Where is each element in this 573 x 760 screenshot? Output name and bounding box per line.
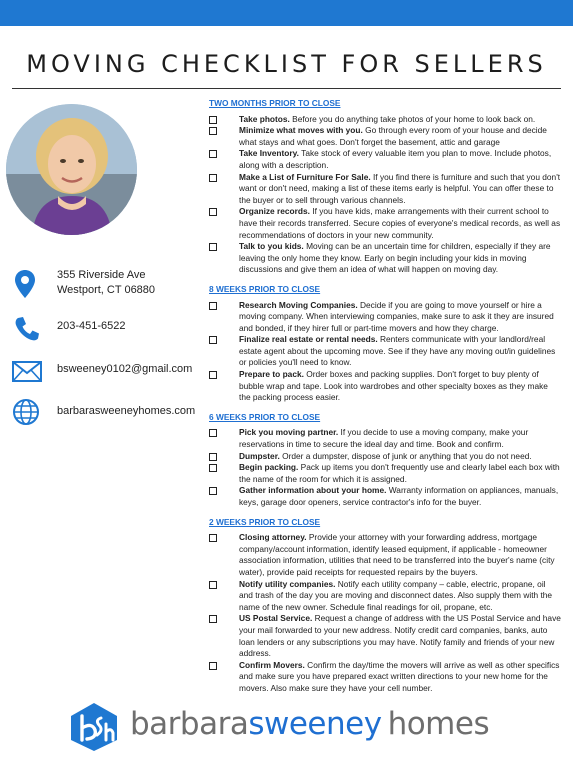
phone-number[interactable]: 203-451-6522: [57, 320, 126, 332]
title-divider: [12, 88, 561, 89]
checkbox[interactable]: [209, 150, 217, 158]
checkbox[interactable]: [209, 615, 217, 623]
item-title: Gather information about your home.: [239, 485, 387, 496]
item-title: Research Moving Companies.: [239, 299, 358, 310]
checkbox[interactable]: [209, 174, 217, 182]
section-eight-weeks: [209, 284, 561, 404]
item-text: Provide your attorney with your forwarding address, mortgage company/account information, identify leased equipment, if applicable - homeowner association information, utilities that need to be transferred into the buyer's name (city water), provide paid receipts for requested repairs by the buyers.: [239, 532, 555, 577]
envelope-icon: [12, 356, 42, 386]
item-title: Take photos.: [239, 113, 290, 124]
item-title: Notify utility companies.: [239, 578, 336, 589]
checkbox[interactable]: [209, 302, 217, 310]
item-text: If you decide to use a moving company, make your reservations in time to secure the ideal day and time. Book and confirm.: [239, 427, 529, 450]
item-text: Pack up items you don't frequently use and clearly label each box with the name of the room for which it is assigned.: [239, 462, 560, 484]
section-heading: 6 WEEKS PRIOR TO CLOSE: [209, 411, 321, 422]
checklist-item: [209, 532, 561, 578]
item-title: Finalize real estate or rental needs.: [239, 334, 378, 345]
item-title: Organize records.: [239, 206, 310, 217]
item-title: Make a List of Furniture For Sale.: [239, 171, 371, 182]
checkbox[interactable]: [209, 487, 217, 495]
checkbox[interactable]: [209, 208, 217, 216]
checklist-item: [209, 579, 561, 614]
checklist-item: [209, 334, 561, 369]
item-title: Confirm Movers.: [239, 659, 305, 670]
item-title: Take Inventory.: [239, 148, 299, 159]
item-text: Go through every room of your house and decide what stays and what goes. Don't forget the basement, attic and garage: [239, 125, 547, 147]
checklist-item: [209, 206, 561, 241]
checklist: [209, 98, 561, 695]
section-heading: 8 WEEKS PRIOR TO CLOSE: [209, 283, 321, 294]
item-text: Confirm the day/time the movers will arrive as well as other specifics and make sure you have prepared exact written directions to your new home for the movers. Also make sure they have your cell number.: [239, 659, 560, 693]
checkbox[interactable]: [209, 429, 217, 437]
logo-word-barbara: barbara: [130, 706, 249, 742]
phone-icon: [12, 315, 42, 345]
checkbox[interactable]: [209, 662, 217, 670]
checklist-item: [209, 462, 561, 485]
globe-icon: [12, 398, 42, 428]
email-link[interactable]: bsweeney0102@gmail.com: [57, 363, 193, 375]
item-text: Order a dumpster, dispose of junk or anything that you do not need.: [279, 450, 532, 461]
agent-photo: [6, 104, 137, 235]
item-text: Moving can be an uncertain time for children, especially if they are leaving the only home they know. Early on begin including your kids in moving discussions and give them an idea of what will happen on moving day.: [239, 241, 551, 275]
item-title: Begin packing.: [239, 462, 299, 473]
item-text: If you find there is furniture and such that you don't want or don't need, making a list of these items early is helpful. You can offer these to the buyer or to sell through various channels.: [239, 171, 561, 205]
item-title: Pick you moving partner.: [239, 427, 339, 438]
section-two-weeks: [209, 517, 561, 695]
address-line-1: 355 Riverside Ave: [57, 269, 146, 281]
address-line-2: Westport, CT 06880: [57, 284, 156, 296]
item-text: Request a change of address with the US Postal Service and have your mail forwarded to your new address. Notify credit card companies, banks, auto loan lenders or any subscriptions you may have. Notify family and friends of your new address.: [239, 613, 561, 659]
logo-mark-icon: [66, 702, 122, 752]
checkbox[interactable]: [209, 581, 217, 589]
checklist-item: [209, 172, 561, 207]
item-text: Order boxes and packing supplies. Don't forget to buy plenty of bubble wrap and tape. Look into wardrobes and other specialty boxes as they make the packing process easier.: [239, 369, 548, 403]
checklist-item: [209, 485, 561, 508]
checklist-item: [209, 148, 561, 171]
item-text: Warranty information on appliances, manuals, keys, garage door openers, service contractor's info for the buyer.: [239, 485, 559, 507]
checkbox[interactable]: [209, 336, 217, 344]
checkbox[interactable]: [209, 116, 217, 124]
checklist-item: [209, 300, 561, 335]
item-text: Decide if you are going to move yourself or hire a moving company. When interviewing companies, make sure to ask it they are insured and bonded, if they hirer full or part-time movers and how they charge.: [239, 299, 554, 333]
item-text: If you have kids, make arrangements with their current school to have their records transferred. Secure copies of everyone's medical records, as well as recommendations of doctors in your new community.: [239, 206, 561, 240]
checkbox[interactable]: [209, 464, 217, 472]
section-six-weeks: [209, 412, 561, 509]
location-pin-icon: [12, 268, 42, 298]
brand-logo: [66, 702, 490, 752]
portrait-image: [6, 104, 137, 235]
item-title: Dumpster.: [239, 450, 280, 461]
checklist-item: [209, 427, 561, 450]
checklist-item: [209, 451, 561, 463]
checklist-item: [209, 369, 561, 404]
checklist-item: [209, 660, 561, 695]
item-text: Renters communicate with your landlord/real estate agent about the upcoming move. See if they have any moving out/in guidelines or policies you'll need to know.: [239, 334, 556, 368]
website-link[interactable]: barbarasweeneyhomes.com: [57, 405, 196, 417]
checkbox[interactable]: [209, 371, 217, 379]
checkbox[interactable]: [209, 534, 217, 542]
logo-wordmark: [130, 706, 489, 742]
item-title: Minimize what moves with you.: [239, 125, 363, 136]
item-title: US Postal Service.: [239, 613, 313, 624]
logo-word-homes: homes: [387, 706, 490, 742]
item-title: Talk to you kids.: [239, 241, 304, 252]
item-text: Before you do anything take photos of your home to look back on.: [289, 113, 536, 124]
item-text: Take stock of every valuable item you plan to move. Include photos, along with a description.: [239, 148, 552, 170]
checkbox[interactable]: [209, 127, 217, 135]
page-title: MOVING CHECKLIST FOR SELLERS: [26, 50, 547, 78]
top-accent-bar: [0, 0, 573, 26]
checklist-item: [209, 125, 561, 148]
item-title: Prepare to pack.: [239, 369, 304, 380]
section-two-months: [209, 98, 561, 276]
logo-word-sweeney: sweeney: [248, 706, 382, 742]
item-title: Closing attorney.: [239, 532, 307, 543]
item-text: Notify each utility company – cable, electric, propane, oil and trash of the day you are moving and disconnect dates. Also supply them with the name of the new owner. Schedule final readings for oil, propane, etc.: [239, 578, 553, 612]
checkbox[interactable]: [209, 453, 217, 461]
section-heading: 2 WEEKS PRIOR TO CLOSE: [209, 516, 321, 527]
checklist-item: [209, 114, 561, 126]
section-heading: TWO MONTHS PRIOR TO CLOSE: [209, 98, 341, 108]
checkbox[interactable]: [209, 243, 217, 251]
checklist-item: [209, 613, 561, 659]
checklist-item: [209, 241, 561, 276]
